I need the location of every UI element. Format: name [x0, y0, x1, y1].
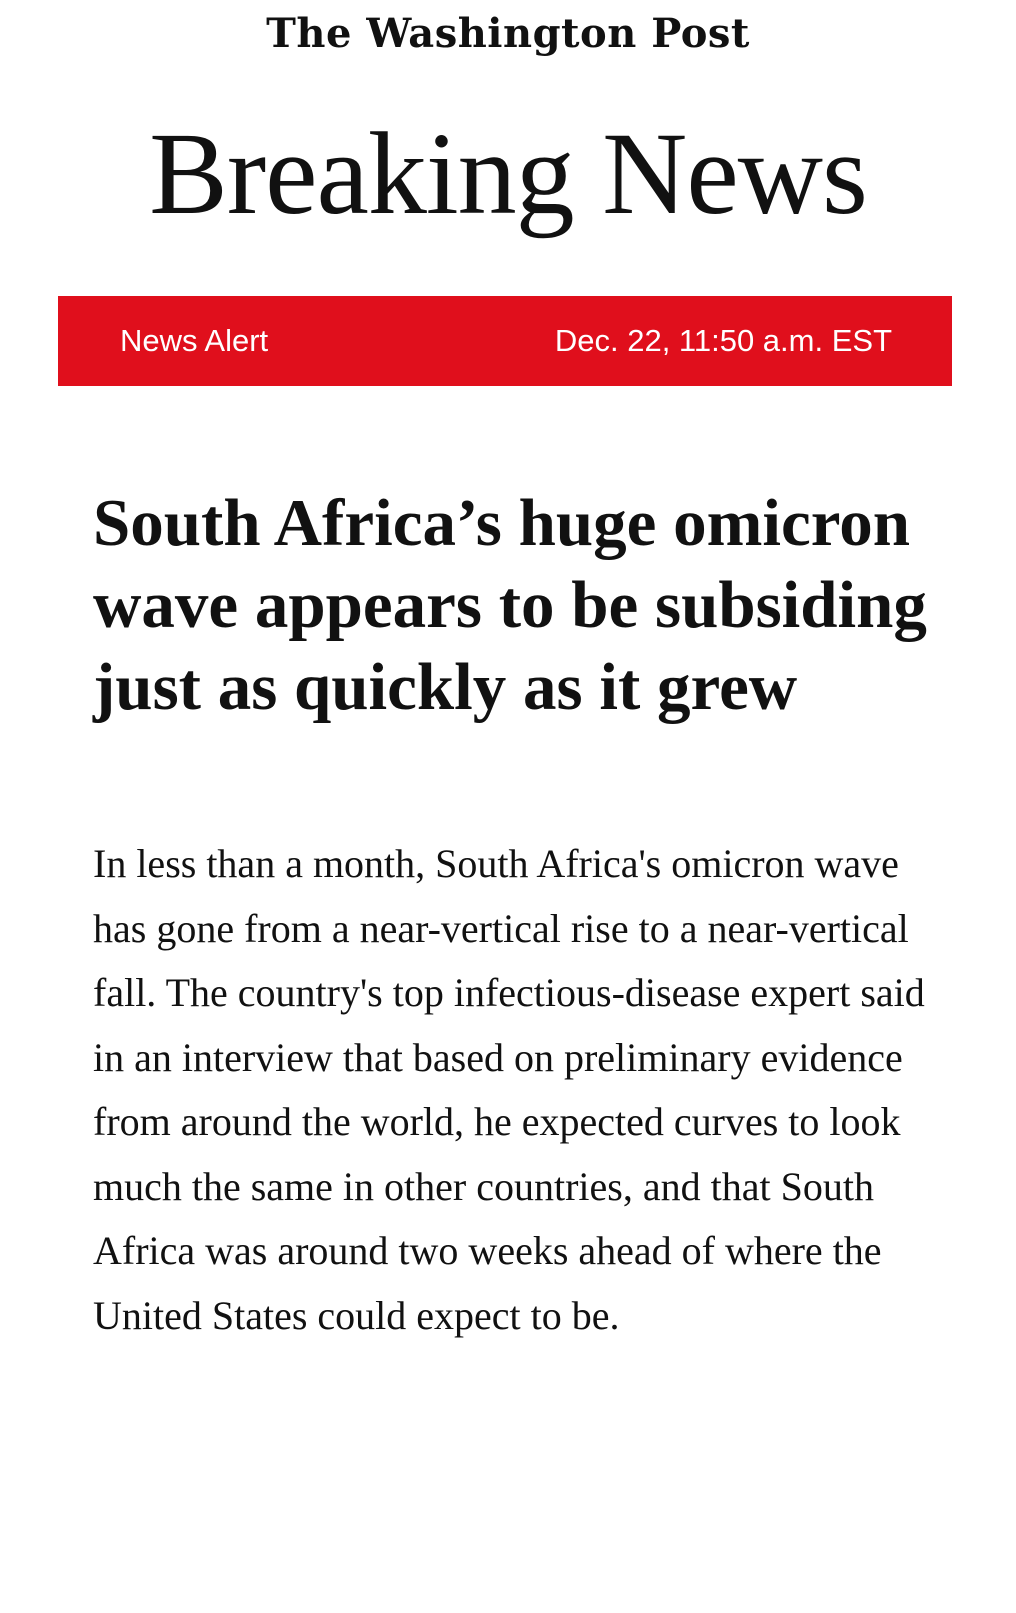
publication-logo: The Washington Post	[266, 10, 750, 57]
article-body: In less than a month, South Africa's omicron wave has gone from a near-vertical rise to a near-vertical fall. The country's top infectious-disease expert said in an interview that based on preliminary evidence from around the world, he expected curves to look much the same in other countries, and that South Africa was around two weeks ahead of where the United States could expect to be.	[93, 841, 925, 1338]
article-headline: South Africa’s huge omicron wave appears to be subsiding just as quickly as it grew	[93, 486, 927, 724]
alert-label: News Alert	[120, 323, 269, 358]
page-title: Breaking News	[149, 108, 867, 239]
alert-timestamp: Dec. 22, 11:50 a.m. EST	[554, 323, 892, 358]
news-alert-bar	[58, 296, 952, 386]
